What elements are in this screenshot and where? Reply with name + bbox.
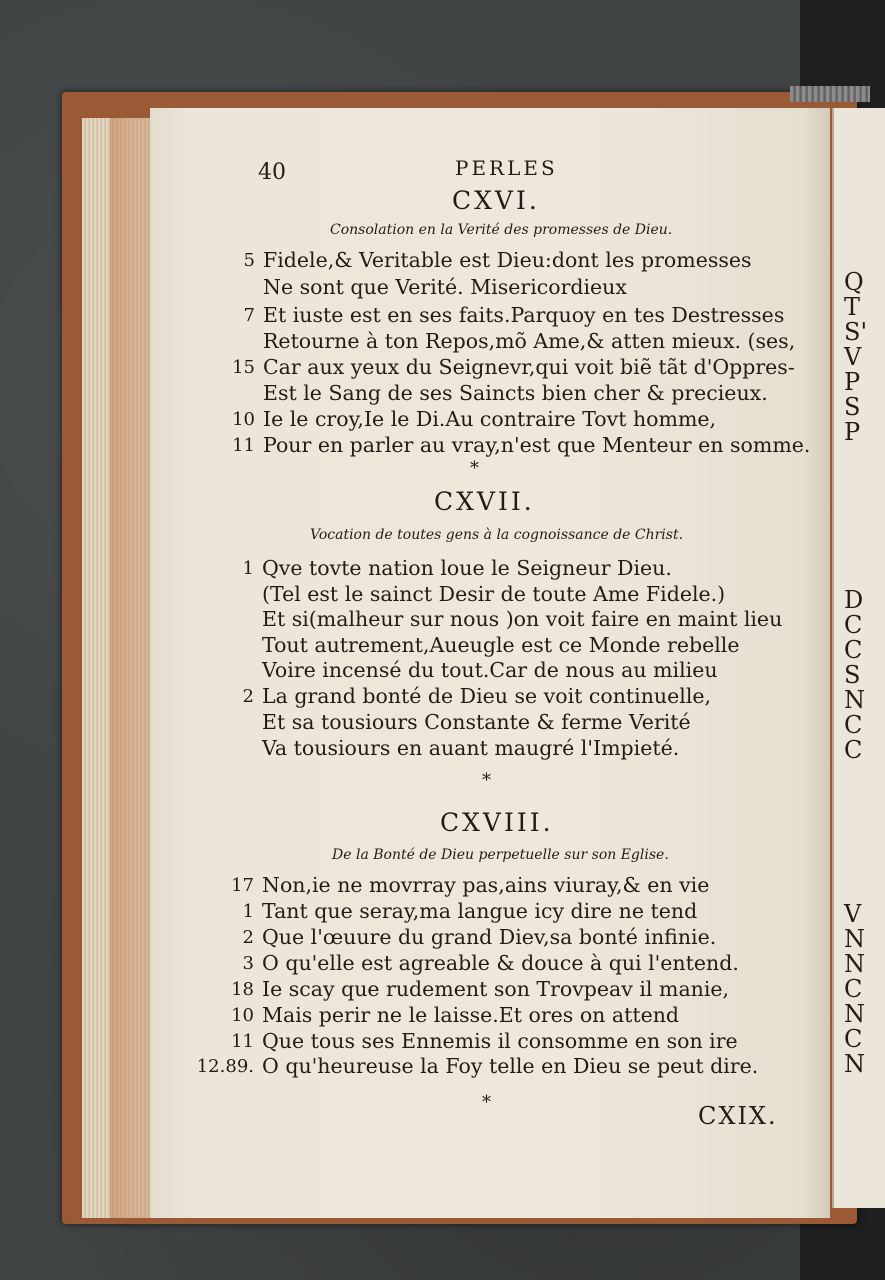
psalm-number: CXVI. [452, 186, 540, 215]
verse-line: Que tous ses Ennemis il consomme en son ire [262, 1029, 738, 1053]
verse-line: Qve tovte nation loue le Seigneur Dieu. [262, 556, 672, 580]
verse-reference: 18 [231, 979, 254, 1000]
facing-page-letter: N [844, 950, 865, 978]
verse-reference: 15 [232, 357, 255, 378]
verse-line: Fidele,& Veritable est Dieu:dont les promesses [263, 248, 752, 272]
bookmark-ribbon [790, 86, 870, 102]
verse-line: Et sa tousiours Constante & ferme Verité [262, 710, 691, 734]
facing-page-letter: C [844, 736, 863, 764]
verse-line: Ne sont que Verité. Misericordieux [263, 275, 627, 299]
verse-line: O qu'heureuse la Foy telle en Dieu se peut dire. [262, 1054, 759, 1078]
verse-line: La grand bonté de Dieu se voit continuelle, [262, 684, 712, 708]
verse-reference: 2 [242, 686, 254, 707]
facing-page-letter: D [844, 586, 864, 614]
verse-line: Est le Sang de ses Saincts bien cher & precieux. [263, 381, 768, 405]
verse-reference: 10 [232, 409, 255, 430]
verse-line: Et iuste est en ses faits.Parquoy en tes Destresses [263, 303, 785, 327]
psalm-title: Consolation en la Verité des promesses de Dieu. [330, 222, 673, 238]
facing-page-letter: P [844, 368, 861, 396]
verse-line: Retourne à ton Repos,mõ Ame,& atten mieux. (ses, [263, 329, 796, 353]
verse-line: Tant que seray,ma langue icy dire ne tend [262, 899, 698, 923]
facing-page-letter: Q [844, 268, 864, 296]
facing-page-letter: N [844, 1050, 865, 1078]
psalm-number: CXVIII. [440, 808, 554, 837]
psalm-number: CXVII. [434, 487, 535, 516]
facing-page-letter: S' [844, 318, 868, 346]
verse-reference: 11 [232, 435, 255, 456]
verse-reference: 1 [242, 901, 254, 922]
verse-line: Pour en parler au vray,n'est que Menteur en somme. [263, 433, 811, 457]
verse-reference: 5 [243, 250, 255, 271]
verse-reference: 7 [243, 305, 255, 326]
verse-line: Ie le croy,Ie le Di.Au contraire Tovt homme, [263, 407, 717, 431]
running-head: PERLES [455, 156, 558, 180]
verse-line: (Tel est le sainct Desir de toute Ame Fidele.) [262, 582, 726, 606]
facing-page-letter: V [844, 900, 862, 928]
facing-page-letter: V [844, 343, 862, 371]
verse-line: Ie scay que rudement son Trovpeav il manie, [262, 977, 730, 1001]
verse-reference: 11 [231, 1031, 254, 1052]
facing-page [832, 108, 885, 1208]
facing-page-letter: N [844, 1000, 865, 1028]
facing-page-letter: N [844, 925, 865, 953]
verse-reference: 1 [242, 558, 254, 579]
verse-line: Et si(malheur sur nous )on voit faire en maint lieu [262, 607, 783, 631]
facing-page-letter: C [844, 711, 863, 739]
verse-line: Mais perir ne le laisse.Et ores on attend [262, 1003, 680, 1027]
facing-page-letter: S [844, 393, 861, 421]
facing-page-letter: C [844, 636, 863, 664]
facing-page-letter: N [844, 686, 865, 714]
catchword: CXIX. [698, 1102, 778, 1130]
psalm-title: Vocation de toutes gens à la cognoissance de Christ. [310, 527, 684, 543]
verse-reference: 17 [231, 875, 254, 896]
facing-page-letter: T [844, 293, 861, 321]
verse-line: Non,ie ne movrray pas,ains viuray,& en vie [262, 873, 710, 897]
page-number: 40 [258, 160, 286, 185]
verse-line: Va tousiours en auant maugré l'Impieté. [262, 736, 680, 760]
asterisk-ornament: * [482, 770, 491, 791]
verse-reference: 10 [231, 1005, 254, 1026]
asterisk-ornament: * [470, 458, 479, 479]
verse-reference: 12.89. [196, 1056, 254, 1077]
psalm-title: De la Bonté de Dieu perpetuelle sur son Eglise. [332, 847, 669, 863]
facing-page-letter: C [844, 611, 863, 639]
facing-page-letter: P [844, 418, 861, 446]
verse-line: Tout autrement,Aueugle est ce Monde rebelle [262, 633, 740, 657]
verse-line: Voire incensé du tout.Car de nous au milieu [262, 658, 718, 682]
asterisk-ornament: * [482, 1092, 491, 1113]
facing-page-letter: C [844, 1025, 863, 1053]
verse-line: Que l'œuure du grand Diev,sa bonté infinie. [262, 925, 717, 949]
facing-page-letter: C [844, 975, 863, 1003]
verse-line: O qu'elle est agreable & douce à qui l'entend. [262, 951, 739, 975]
verse-reference: 2 [242, 927, 254, 948]
verse-line: Car aux yeux du Seignevr,qui voit biẽ tãt d'Oppres- [263, 355, 795, 379]
verse-reference: 3 [242, 953, 254, 974]
facing-page-letter: S [844, 661, 861, 689]
